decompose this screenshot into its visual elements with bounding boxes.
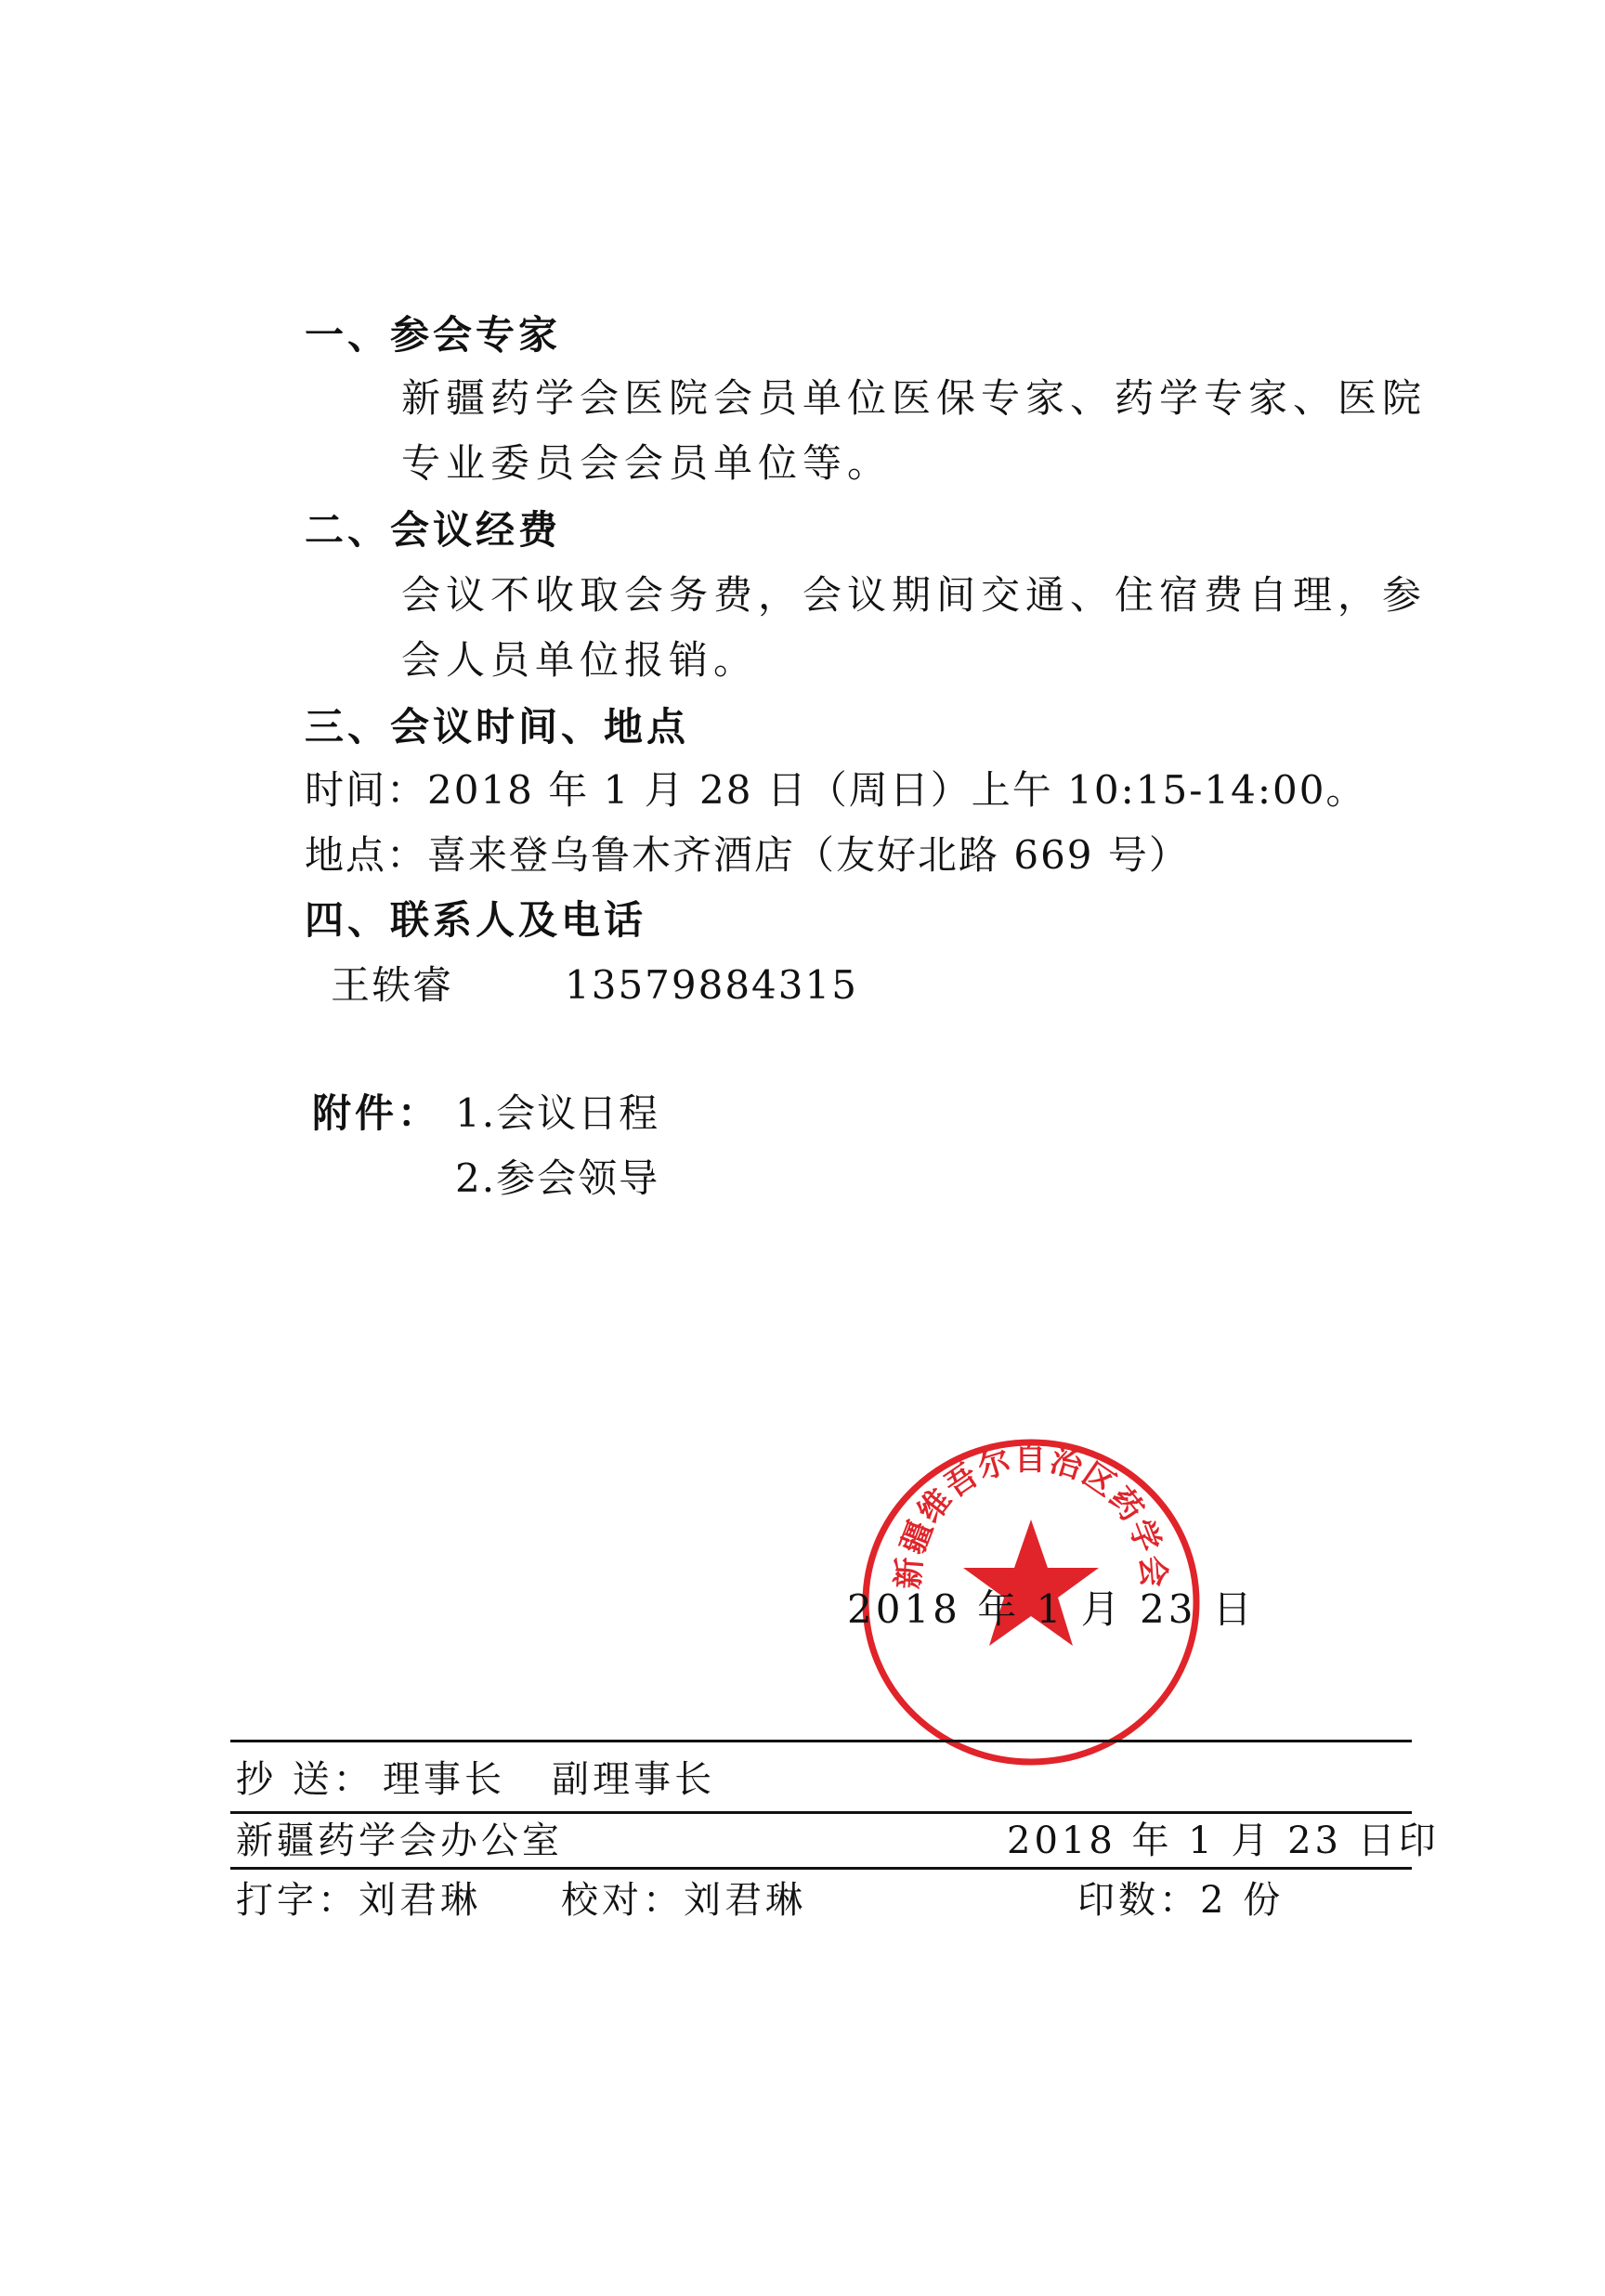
footer-rule-top <box>230 1740 1412 1742</box>
seal-text: 新疆维吾尔自治区药学会 <box>890 1440 1172 1591</box>
attachments-label: 附件： <box>312 1090 441 1136</box>
contact-name: 王轶睿 <box>331 962 454 1008</box>
contact-phone: 13579884315 <box>565 962 858 1008</box>
print-date: 2018 年 1 月 23 日印 <box>1007 1820 1440 1862</box>
signature-date: 2018 年 1 月 23 日 <box>847 1586 1256 1632</box>
experts-text-line-2: 专业委员会会员单位等。 <box>401 440 893 486</box>
section-heading-experts: 一、参会专家 <box>305 312 562 358</box>
copies-count: 印数：2 份 <box>1077 1879 1285 1922</box>
footer-rule-middle <box>230 1811 1412 1814</box>
issuing-office: 新疆药学会办公室 <box>236 1820 563 1862</box>
footer-rule-bottom <box>230 1867 1412 1870</box>
meeting-place: 地点：喜来登乌鲁木齐酒店（友好北路 669 号） <box>305 832 1190 878</box>
experts-text-line-1: 新疆药学会医院会员单位医保专家、药学专家、医院 <box>401 375 1428 421</box>
cc-label: 抄 送： <box>236 1758 374 1801</box>
section-heading-time-place: 三、会议时间、地点 <box>305 704 690 750</box>
proofreader: 校对：刘君琳 <box>561 1879 806 1922</box>
meeting-time: 时间：2018 年 1 月 28 日（周日）上午 10:15-14:00。 <box>305 767 1367 813</box>
section-heading-fees: 二、会议经费 <box>305 507 562 553</box>
attachment-item-2: 2.参会领导 <box>455 1155 660 1201</box>
section-heading-contact: 四、联系人及电话 <box>305 897 647 943</box>
fees-text-line-1: 会议不收取会务费，会议期间交通、住宿费自理，参 <box>401 572 1428 618</box>
cc-recipients: 理事长 副理事长 <box>383 1758 716 1801</box>
attachment-item-1: 1.会议日程 <box>455 1090 660 1136</box>
typist: 打字：刘君琳 <box>236 1879 481 1922</box>
fees-text-line-2: 会人员单位报销。 <box>401 637 759 683</box>
